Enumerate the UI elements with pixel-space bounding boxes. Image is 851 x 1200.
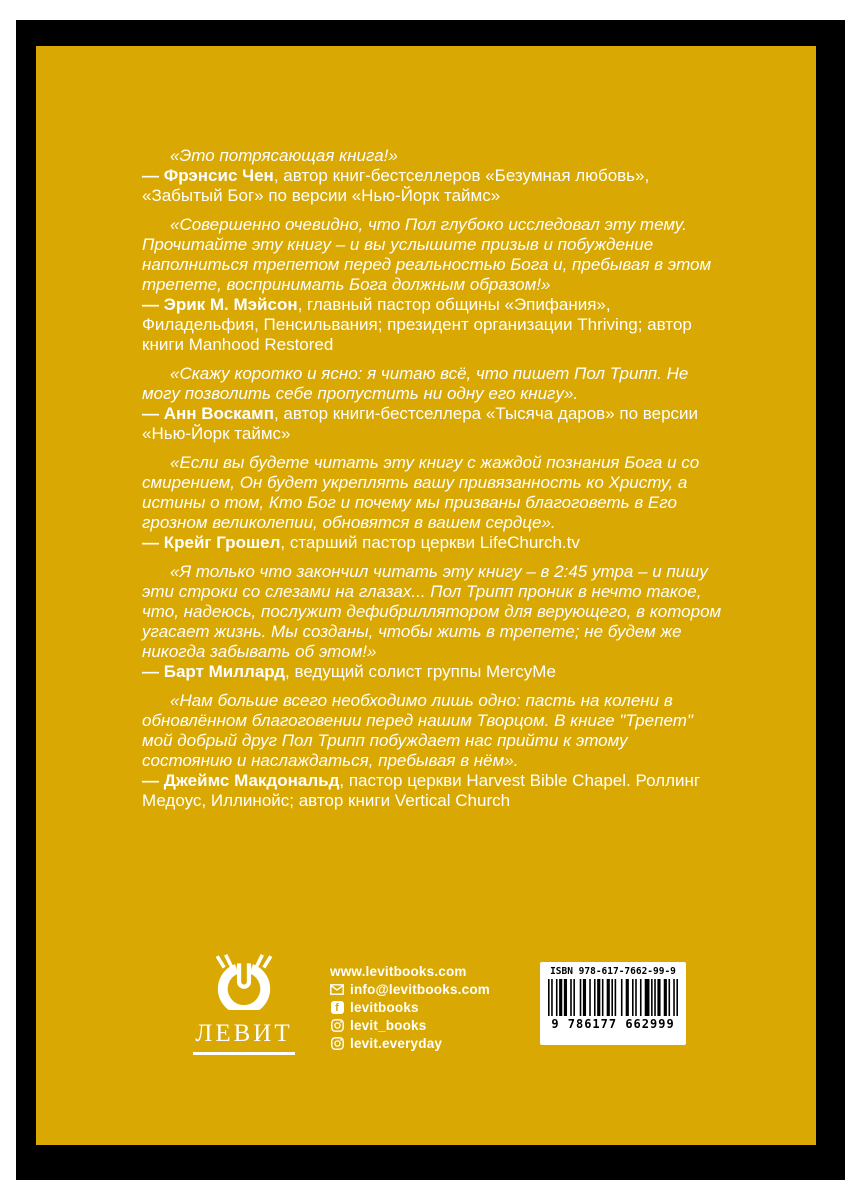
publisher-logo — [192, 952, 296, 1055]
endorsement-block — [142, 215, 722, 355]
endorsement-quote: «Нам больше всего необходимо лишь одно: пасть на колени в обновлённом благоговении перед нашим Творцом. В книге "Трепет" мой добрый друг Пол Трипп побуждает нас прийти к этому состоянию и наслаждаться, пребывая в нём». — [142, 691, 693, 770]
website-row — [330, 962, 490, 980]
endorser-name: — Крейг Грошел — [142, 533, 281, 552]
endorser-name: — Эрик М. Мэйсон — [142, 295, 298, 314]
endorser-name: — Анн Воскамп — [142, 404, 274, 423]
endorsements-list — [142, 146, 722, 820]
endorsement-attribution — [142, 533, 722, 553]
facebook-icon: f — [330, 1000, 344, 1014]
facebook-row — [330, 998, 490, 1016]
endorser-name: — Барт Миллард — [142, 662, 286, 681]
endorsement-quote: «Скажу коротко и ясно: я читаю всё, что пишет Пол Трипп. Не могу позволить себе пропустить ни одну его книгу». — [142, 364, 689, 403]
endorsement-block — [142, 364, 722, 444]
endorsement-block — [142, 453, 722, 553]
website-label: www.levitbooks.com — [330, 963, 467, 979]
instagram-row-2 — [330, 1034, 490, 1052]
endorsement-quote: «Это потрясающая книга!» — [170, 146, 398, 165]
endorsement-attribution — [142, 404, 722, 444]
barcode-bars — [548, 979, 678, 1016]
endorser-role: , автор книги-бестселлера «Тысяча даров» по версии «Нью-Йорк таймс» — [142, 404, 699, 443]
endorser-role: , старший пастор церкви LifeChurch.tv — [280, 533, 580, 552]
instagram-icon — [330, 1036, 344, 1050]
endorsement-block — [142, 146, 722, 206]
instagram-label-2: levit.everyday — [350, 1035, 443, 1051]
endorser-role: , автор книг-бестселлеров «Безумная любовь», «Забытый Бог» по версии «Нью-Йорк таймс» — [142, 166, 650, 205]
endorsement-attribution — [142, 295, 722, 355]
endorser-role: , ведущий солист группы MercyMe — [285, 662, 556, 681]
cover-gold-area — [36, 46, 816, 1145]
endorsement-attribution — [142, 166, 722, 206]
instagram-icon — [330, 1018, 344, 1032]
endorser-name: — Фрэнсис Чен — [142, 166, 274, 185]
endorsement-block — [142, 562, 722, 682]
facebook-label: levitbooks — [350, 999, 419, 1015]
instagram-label-1: levit_books — [350, 1017, 427, 1033]
instagram-row-1 — [330, 1016, 490, 1034]
endorser-role: , пастор церкви Harvest Bible Chapel. Роллинг Медоус, Иллинойс; автор книги Vertical Church — [142, 771, 701, 810]
barcode — [540, 962, 686, 1045]
email-row — [330, 980, 490, 998]
endorser-name: — Джеймс Макдональд — [142, 771, 340, 790]
endorsement-block — [142, 691, 722, 811]
endorsement-quote: «Я только что закончил читать эту книгу – в 2:45 утра – и пишу эти строки со слезами на глазах... Пол Трипп проник в нечто такое, что, надеюсь, послужит дефибриллятором для верующего, в котором угасает жизнь. Мы созданы, чтобы жить в трепете; не будем же никогда забывать об этом!» — [142, 562, 722, 661]
isbn-label: ISBN 978-617-7662-99-9 — [550, 966, 676, 977]
endorsement-attribution — [142, 771, 722, 811]
envelope-icon — [330, 982, 344, 996]
email-label: info@levitbooks.com — [350, 981, 490, 997]
endorsement-quote: «Если вы будете читать эту книгу с жаждой познания Бога и со смирением, Он будет укреплять вашу привязанность ко Христу, а истины о том, Кто Бог и почему мы призваны благоговеть в Его грозном великолепии, обновятся в вашем сердце». — [142, 453, 700, 532]
contact-list — [330, 962, 490, 1052]
publisher-name: ЛЕВИТ — [193, 1017, 294, 1055]
endorser-role: , главный пастор общины «Эпифания», Филадельфия, Пенсильвания; президент организации Thriving; автор книги Manhood Restored — [142, 295, 692, 354]
endorsement-quote: «Совершенно очевидно, что Пол глубоко исследовал эту тему. Прочитайте эту книгу – и вы услышите призыв и побуждение наполниться трепетом перед реальностью Бога и, пребывая в этом трепете, воспринимать Бога должным образом!» — [142, 215, 712, 294]
barcode-digits: 9 786177 662999 — [551, 1017, 675, 1031]
endorsement-attribution — [142, 662, 722, 682]
menorah-icon — [208, 952, 280, 1010]
